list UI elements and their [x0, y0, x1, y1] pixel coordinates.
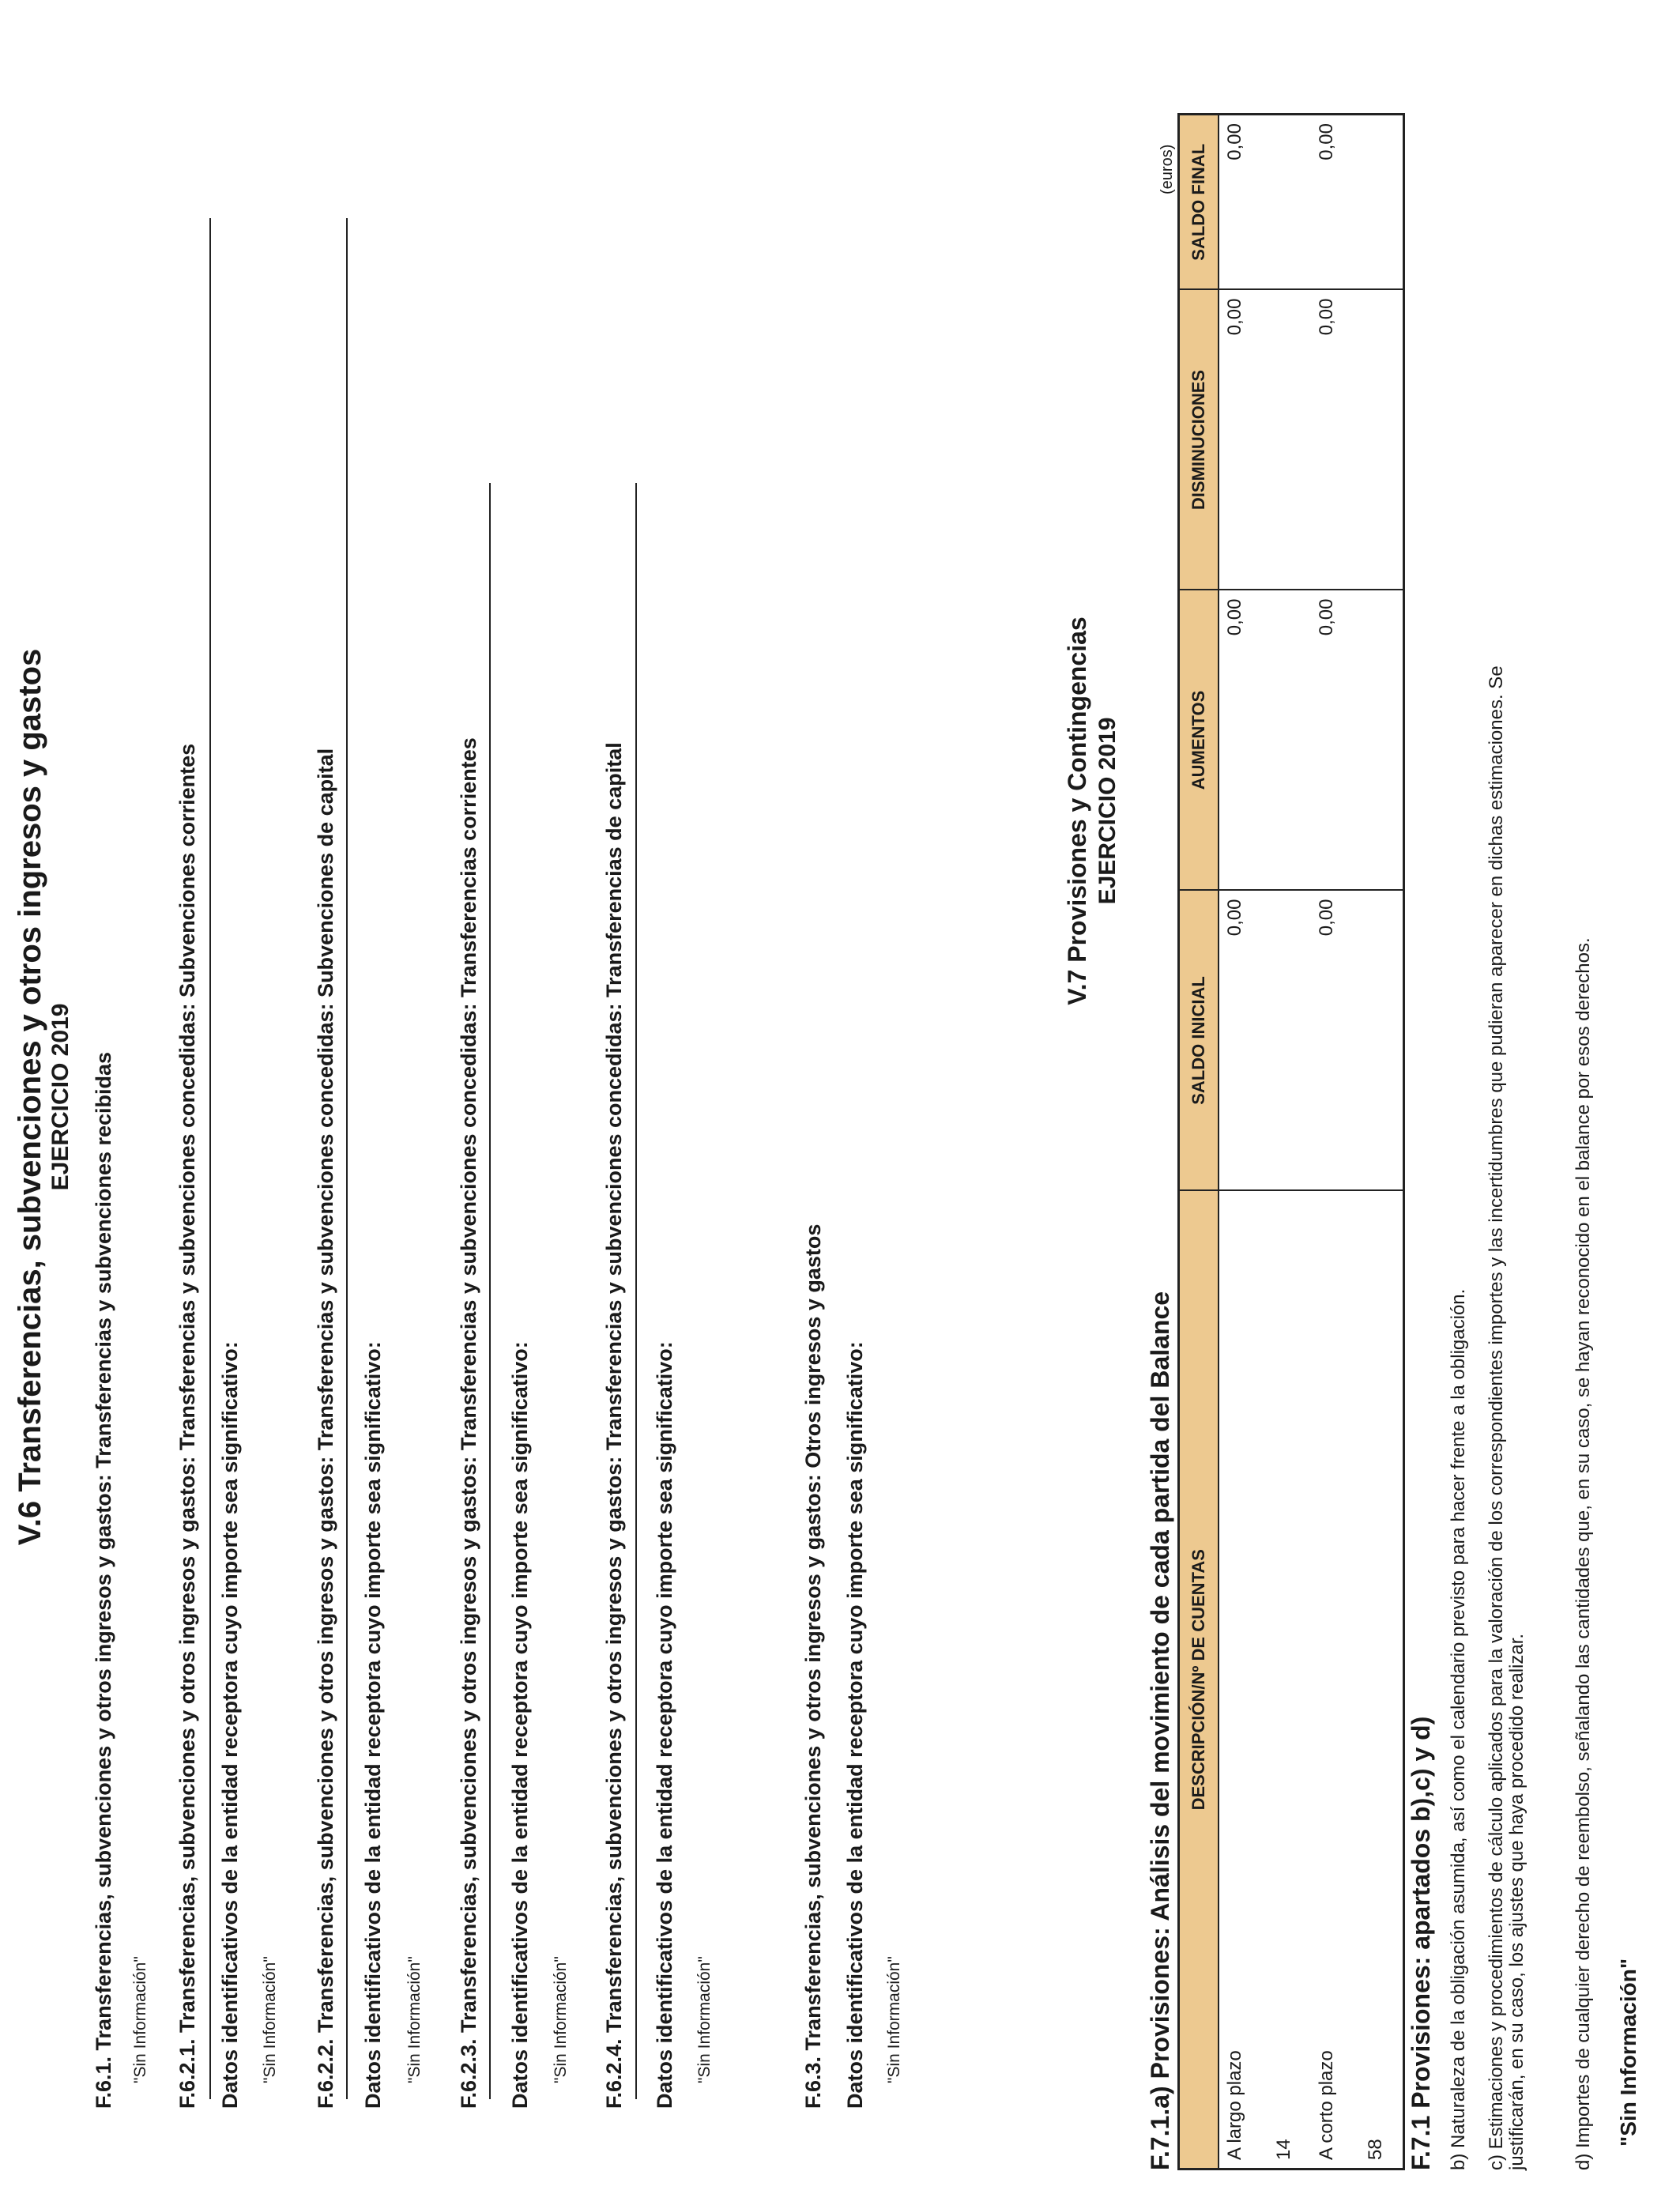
cell-saldo-final: 0,00	[1219, 115, 1311, 290]
sin-informacion-f71: "Sin Información"	[1616, 1958, 1640, 2147]
column-header-saldo-inicial: SALDO INICIAL	[1179, 891, 1219, 1191]
row-description: A corto plazo	[1316, 2050, 1337, 2160]
cell-saldo-final: 0,00	[1311, 115, 1404, 290]
label-f623: Datos identificativos de la entidad receptora cuyo importe sea significativo:	[508, 1341, 532, 2109]
row-account-code: 58	[1365, 2139, 1386, 2160]
cell-saldo-inicial: 0,00	[1311, 891, 1404, 1191]
paragraph-d: d) Importes de cualquier derecho de reembolso, señalando las cantidades que, en su caso, se hayan reconocido en el balance por esos derechos.	[1573, 937, 1594, 2170]
divider-f621	[209, 218, 211, 2099]
section-title-v7: V.7 Provisiones y Contingencias	[1063, 616, 1091, 1005]
table-row	[1311, 115, 1404, 2169]
heading-f71: F.7.1 Provisiones: apartados b),c) y d)	[1407, 1716, 1435, 2170]
heading-f622: F.6.2.2. Transferencias, subvenciones y otros ingresos y gastos: Transferencias y subvenciones concedidas: Subvenciones de capital	[314, 748, 337, 2109]
cell-descripcion	[1219, 1191, 1311, 2169]
section-subtitle-v7: EJERCICIO 2019	[1094, 717, 1121, 905]
cell-descripcion	[1311, 1191, 1404, 2169]
units-label: (euros)	[1158, 144, 1176, 194]
section-title-v6: V.6 Transferencias, subvenciones y otros ingresos y gastos	[13, 648, 47, 1546]
column-header-disminuciones: DISMINUCIONES	[1179, 290, 1219, 590]
cell-aumentos: 0,00	[1311, 590, 1404, 891]
row-account-code: 14	[1273, 2139, 1294, 2160]
table-header-row	[1179, 115, 1219, 2169]
cell-aumentos: 0,00	[1219, 590, 1311, 891]
paragraph-b: b) Naturaleza de la obligación asumida, así como el calendario previsto para hacer frente a la obligación.	[1448, 1288, 1469, 2170]
paragraph-c-line1: c) Estimaciones y procedimientos de cálculo aplicados para la valoración de los correspondientes importes y las incertidumbres que pudieran aparecer en dichas estimaciones. Se	[1486, 665, 1507, 2170]
paragraph-c-line2: justificarán, en su caso, los ajustes que haya procedido realizar.	[1506, 1633, 1527, 2170]
sin-informacion-f621: "Sin Información"	[261, 1956, 279, 2083]
sin-informacion-f622: "Sin Información"	[405, 1956, 424, 2083]
divider-f622	[346, 218, 348, 2099]
sin-informacion-f61: "Sin Información"	[131, 1956, 149, 2083]
row-description: A largo plazo	[1224, 2050, 1245, 2160]
heading-f621: F.6.2.1. Transferencias, subvenciones y otros ingresos y gastos: Transferencias y subvenciones concedidas: Subvenciones corrientes	[175, 743, 199, 2109]
provisiones-table-title: F.7.1.a) Provisiones: Análisis del movimiento de cada partida del Balance	[1146, 1291, 1174, 2170]
cell-disminuciones: 0,00	[1219, 290, 1311, 590]
sin-informacion-f63: "Sin Información"	[885, 1956, 903, 2083]
column-header-descripcion: DESCRIPCIÓN/Nº DE CUENTAS	[1179, 1191, 1219, 2169]
label-f624: Datos identificativos de la entidad receptora cuyo importe sea significativo:	[653, 1341, 676, 2109]
cell-saldo-inicial: 0,00	[1219, 891, 1311, 1191]
heading-f61: F.6.1. Transferencias, subvenciones y otros ingresos y gastos: Transferencias y subvenciones recibidas	[92, 1051, 115, 2109]
column-header-aumentos: AUMENTOS	[1179, 590, 1219, 891]
heading-f624: F.6.2.4. Transferencias, subvenciones y otros ingresos y gastos: Transferencias y subvenciones concedidas: Transferencias de capital	[602, 742, 626, 2109]
divider-f624	[635, 483, 637, 2099]
table-row	[1219, 115, 1311, 2169]
provisiones-table	[1177, 113, 1405, 2170]
heading-f63: F.6.3. Transferencias, subvenciones y otros ingresos y gastos: Otros ingresos y gastos	[801, 1223, 825, 2109]
section-subtitle-v6: EJERCICIO 2019	[47, 1003, 73, 1191]
label-f622: Datos identificativos de la entidad receptora cuyo importe sea significativo:	[361, 1341, 385, 2109]
sin-informacion-f624: "Sin Información"	[695, 1956, 714, 2083]
label-f63: Datos identificativos de la entidad receptora cuyo importe sea significativo:	[843, 1341, 867, 2109]
heading-f623: F.6.2.3. Transferencias, subvenciones y otros ingresos y gastos: Transferencias y subvenciones concedidas: Transferencias corrientes	[457, 737, 480, 2109]
label-f621: Datos identificativos de la entidad receptora cuyo importe sea significativo:	[218, 1341, 242, 2109]
column-header-saldo-final: SALDO FINAL	[1179, 115, 1219, 290]
divider-f623	[489, 483, 491, 2099]
sin-informacion-f623: "Sin Información"	[552, 1956, 570, 2083]
cell-disminuciones: 0,00	[1311, 290, 1404, 590]
